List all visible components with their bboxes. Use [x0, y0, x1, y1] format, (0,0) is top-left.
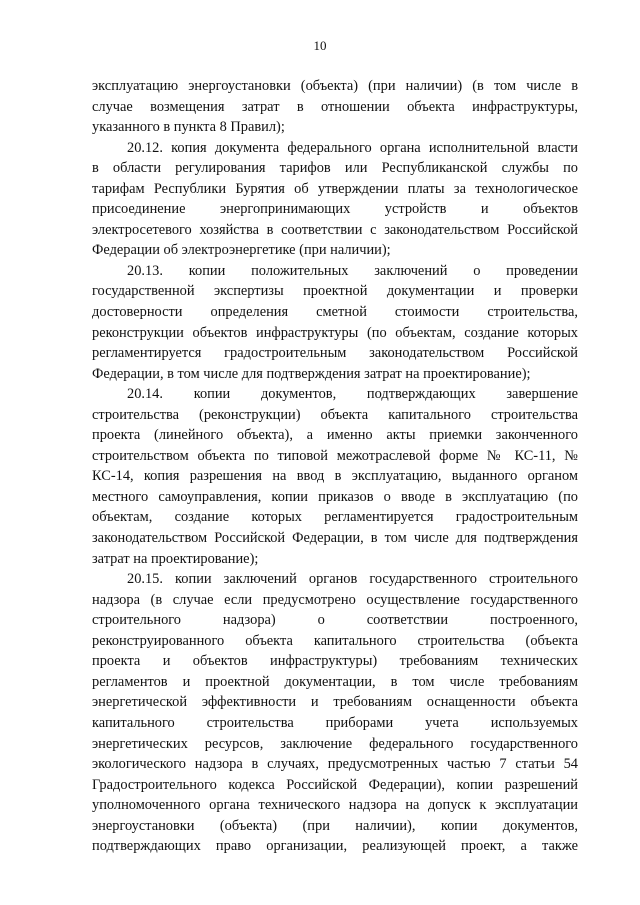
text-line: уполномоченного органа технического надзора на допуск к эксплуатации	[92, 797, 578, 814]
text-line: 20.14. копии документов, подтверждающих завершение	[127, 386, 578, 403]
text-line: 20.13. копии положительных заключений о проведении	[127, 262, 578, 279]
text-line: тарифам Республики Бурятия об утверждении платы за технологическое	[92, 180, 578, 197]
text-line: энергетических ресурсов, заключение федерального государственного	[92, 735, 578, 752]
text-line: строительства (реконструкции) объекта капитального строительства	[92, 406, 578, 423]
text-line: Градостроительного кодекса Российской Федерации), копии разрешений	[92, 776, 578, 793]
text-line: КС-14, копия разрешения на ввод в эксплуатацию, выданного органом	[92, 468, 578, 485]
text-line: энергоустановки (объекта) (при наличии), копии документов,	[92, 817, 578, 834]
text-line: 20.12. копия документа федерального органа исполнительной власти	[127, 139, 578, 156]
text-line: реконструированного объекта капитального строительства (объекта	[92, 632, 578, 649]
text-line: регламентируется градостроительным законодательством Российской	[92, 345, 578, 362]
text-line: местного самоуправления, копии приказов о вводе в эксплуатацию (по	[92, 488, 578, 505]
text-line: достоверности определения сметной стоимости строительства,	[92, 304, 578, 321]
text-line: затрат на проектирование);	[92, 550, 259, 567]
text-line: экологического надзора в случаях, предусмотренных частью 7 статьи 54	[92, 756, 578, 773]
text-line: эксплуатацию энергоустановки (объекта) (при наличии) (в том числе в	[92, 78, 578, 94]
text-line: указанного в пункта 8 Правил);	[92, 119, 285, 136]
text-line: строительного надзора) о соответствии построенного,	[92, 612, 578, 629]
text-line: строительством объекта по типовой межотраслевой форме № КС-11, №	[92, 447, 578, 464]
text-line: реконструкции объектов инфраструктуры (по объектам, создание которых	[92, 324, 578, 341]
text-line: присоединение энергопринимающих устройств и объектов	[92, 201, 578, 218]
text-line: электросетевого хозяйства в соответствии с законодательством Российской	[92, 221, 578, 238]
text-line: объектам, создание которых регламентируется градостроительным	[92, 509, 578, 526]
text-line: случае возмещения затрат в отношении объекта инфраструктуры,	[92, 98, 578, 115]
text-line: 20.15. копии заключений органов государственного строительного	[127, 571, 578, 588]
text-line: энергетической эффективности и требованиям оснащенности объекта	[92, 694, 578, 711]
text-line: проекта и объектов инфраструктуры) требованиям технических	[92, 653, 578, 670]
text-line: регламентов и проектной документации, в том числе требованиям	[92, 673, 578, 690]
text-line: капитального строительства приборами учета используемых	[92, 714, 578, 731]
text-line: в области регулирования тарифов или Республиканской службы по	[92, 160, 578, 177]
text-line: государственной экспертизы проектной документации и проверки	[92, 283, 578, 300]
page-number: 10	[313, 38, 327, 53]
body-text	[92, 76, 578, 857]
text-line: надзора (в случае если предусмотрено осуществление государственного	[92, 591, 578, 608]
text-line: подтверждающих право организации, реализующей проект, а также	[92, 838, 578, 855]
text-line: Федерации, в том числе для подтверждения затрат на проектирование);	[92, 365, 531, 382]
text-line: законодательством Российской Федерации, в том числе для подтверждения	[92, 530, 578, 547]
text-line: Федерации об электроэнергетике (при наличии);	[92, 242, 391, 259]
text-line: проекта (линейного объекта), а именно акты приемки законченного	[92, 427, 578, 444]
